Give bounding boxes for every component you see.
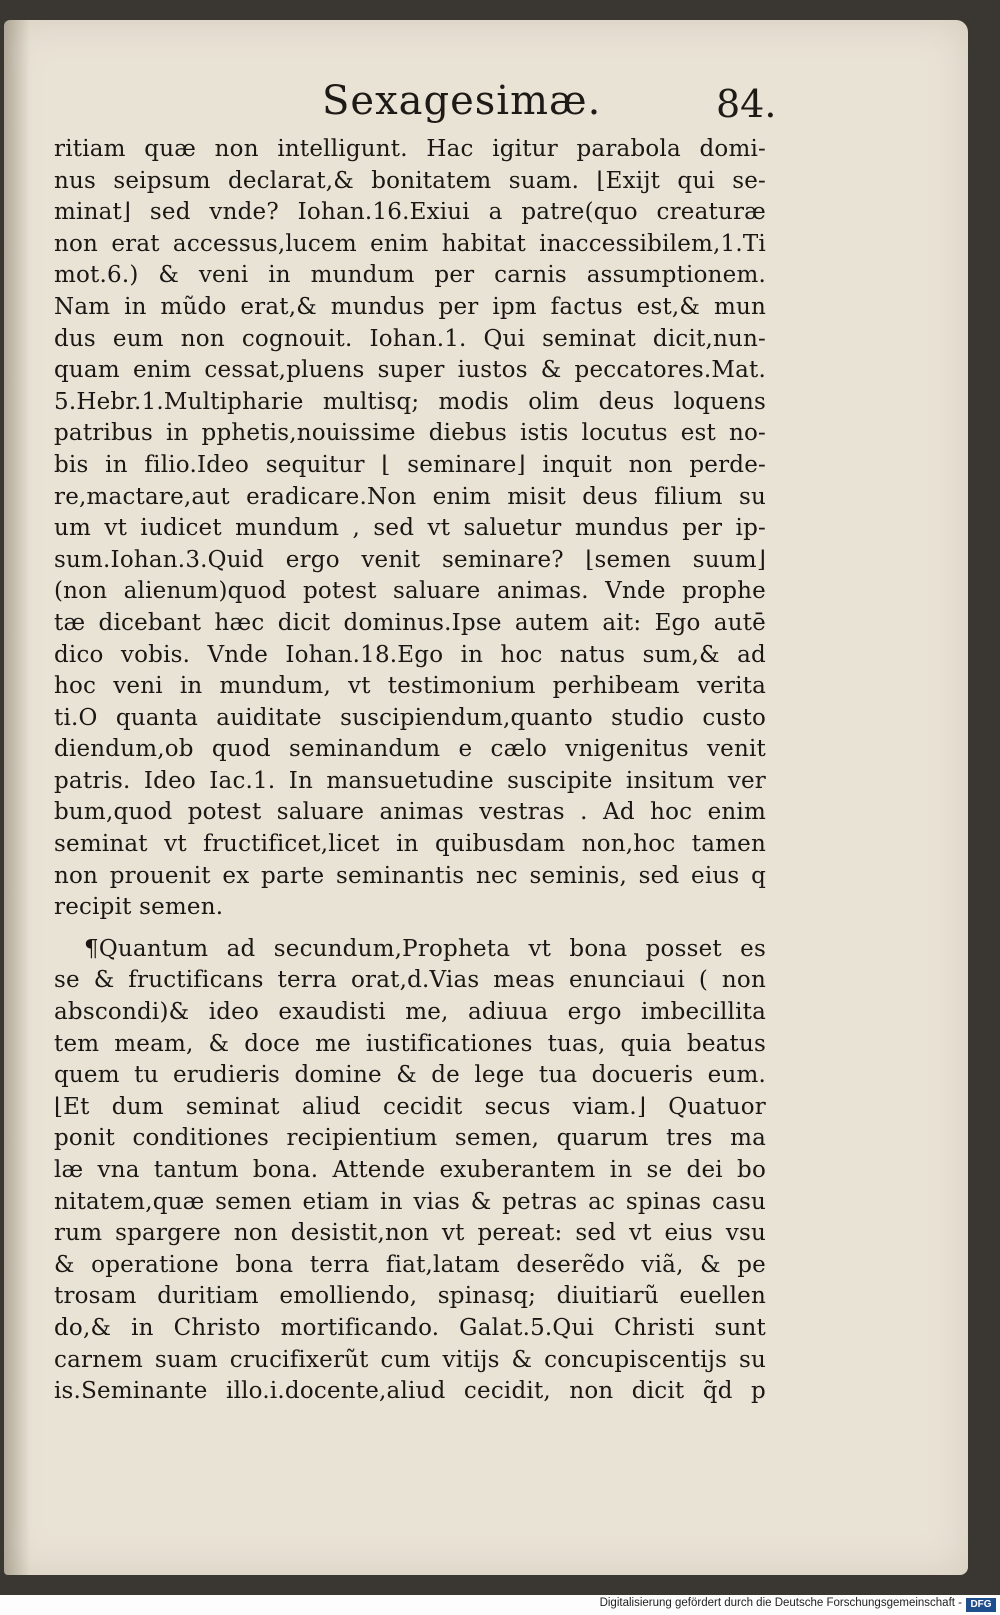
text-line: non prouenit ex parte seminantis nec seminis, sed eius q — [54, 862, 766, 889]
text-line: diendum,ob quod seminandum e cælo vnigenitus venit — [54, 736, 766, 763]
text-line: se & fructificans terra orat,d.Vias meas enunciaui ( non — [54, 967, 766, 994]
text-line: minat⌋ sed vnde? Iohan.16.Exiui a patre(quo creaturæ — [54, 199, 766, 226]
text-line: ponit conditiones recipientium semen, quarum tres ma — [54, 1125, 766, 1152]
text-line: mot.6.) & veni in mundum per carnis assumptionem. — [54, 262, 766, 289]
text-line: nitatem,quæ semen etiam in vias & petras ac spinas casu — [54, 1188, 766, 1215]
text-line: ¶Quantum ad secundum,Propheta vt bona posset es — [84, 935, 766, 962]
text-line: um vt iudicet mundum , sed vt saluetur mundus per ip- — [54, 515, 766, 542]
paragraph-2 — [54, 934, 766, 1408]
text-line: carnem suam crucifixerũt cum vitijs & concupiscentijs su — [54, 1346, 766, 1373]
text-line: hoc veni in mundum, vt testimonium perhibeam verita — [54, 673, 766, 700]
text-line: tem meam, & doce me iustificationes tuas, quia beatus — [54, 1030, 766, 1057]
running-head — [4, 78, 968, 138]
running-head-title: Sexagesimæ. — [322, 78, 602, 124]
text-line: læ vna tantum bona. Attende exuberantem in se dei bo — [54, 1157, 766, 1183]
text-line: abscondi)& ideo exaudisti me, adiuua ergo imbecillita — [54, 999, 766, 1026]
text-line: trosam duritiam emolliendo, spinasq; diuitiarũ euellen — [54, 1283, 766, 1310]
text-line: seminat vt fructificet,licet in quibusdam non,hoc tamen — [54, 831, 766, 858]
text-line: quem tu erudieris domine & de lege tua docueris eum. — [54, 1062, 766, 1089]
text-line: patribus in pphetis,nouissime diebus istis locutus est no- — [54, 420, 766, 447]
text-line: dico vobis. Vnde Iohan.18.Ego in hoc natus sum,& ad — [54, 641, 766, 668]
text-line: is.Seminante illo.i.docente,aliud cecidit, non dicit q̃d p — [54, 1378, 766, 1405]
text-body — [54, 134, 766, 1408]
funding-notice: Digitalisierung gefördert durch die Deutsche Forschungsgemeinschaft - — [599, 1597, 962, 1609]
text-line: dus eum non cognouit. Iohan.1. Qui seminat dicit,nun- — [54, 325, 766, 352]
text-line: ⌊Et dum seminat aliud cecidit secus viam.⌋ Quatuor — [54, 1093, 766, 1120]
text-line: re,mactare,aut eradicare.Non enim misit deus filium su — [54, 483, 766, 510]
text-line: ti.O quanta auiditate suscipiendum,quanto studio custo — [54, 704, 766, 731]
text-line: bum,quod potest saluare animas vestras . Ad hoc enim — [54, 799, 766, 826]
footer-bar — [0, 1595, 1000, 1615]
text-line: rum spargere non desistit,non vt pereat: sed vt eius vsu — [54, 1220, 766, 1247]
page-number: 84. — [716, 82, 777, 126]
text-line: tæ dicebant hæc dicit dominus.Ipse autem ait: Ego autē — [54, 609, 766, 636]
text-line: quam enim cessat,pluens super iustos & peccatores.Mat. — [54, 357, 766, 384]
text-line: (non alienum)quod potest saluare animas. Vnde prophe — [54, 578, 766, 605]
dfg-logo-icon[interactable]: DFG — [966, 1598, 996, 1612]
text-line: non erat accessus,lucem enim habitat inaccessibilem,1.Ti — [54, 230, 766, 257]
text-line: ritiam quæ non intelligunt. Hac igitur parabola domi- — [54, 136, 766, 162]
paragraph-gap — [54, 924, 766, 934]
text-line: sum.Iohan.3.Quid ergo venit seminare? ⌊semen suum⌋ — [54, 546, 766, 573]
text-line: patris. Ideo Iac.1. In mansuetudine suscipite insitum ver — [54, 767, 766, 794]
text-line: bis in filio.Ideo sequitur ⌊ seminare⌋ inquit non perde- — [54, 451, 766, 478]
text-line: nus seipsum declarat,& bonitatem suam. ⌊Exijt qui se- — [54, 167, 766, 194]
paragraph-1 — [54, 134, 766, 924]
text-line: Nam in mũdo erat,& mundus per ipm factus est,& mun — [54, 293, 766, 320]
book-page — [4, 20, 968, 1575]
text-line: & operatione bona terra fiat,latam deserẽdo viã, & pe — [54, 1251, 766, 1278]
page-spine-shadow — [4, 20, 30, 1575]
text-line: do,& in Christo mortificando. Galat.5.Qui Christi sunt — [54, 1314, 766, 1341]
text-line: 5.Hebr.1.Multipharie multisq; modis olim deus loquens — [54, 388, 766, 415]
text-line: recipit semen. — [54, 894, 224, 921]
